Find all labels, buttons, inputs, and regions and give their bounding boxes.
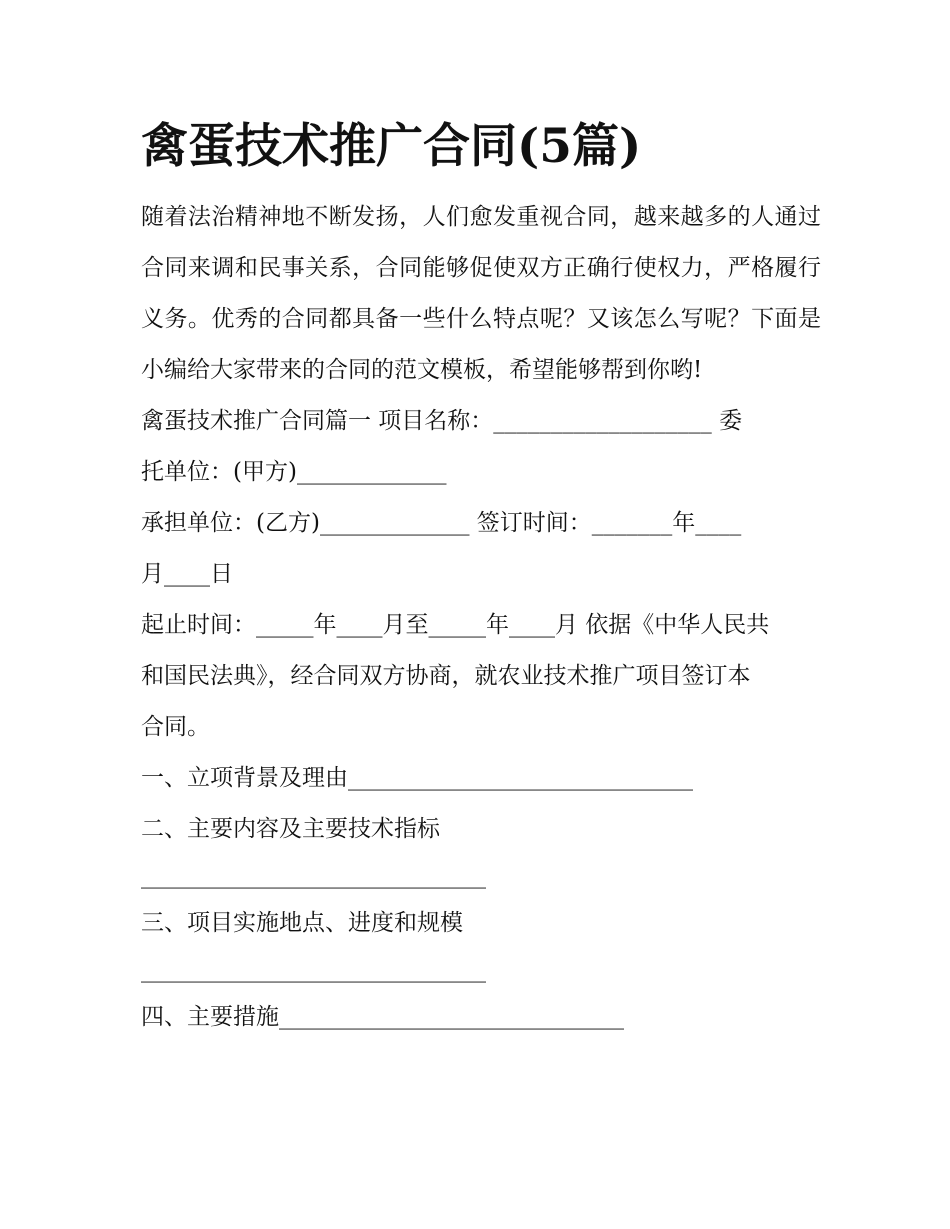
basis-line-end: 合同。: [141, 714, 210, 740]
section-2-blank: ______________________________: [141, 863, 486, 889]
section-3-blank: ______________________________: [141, 957, 486, 983]
document-title: 禽蛋技术推广合同(5篇): [141, 119, 642, 174]
intro-paragraph: 随着法治精神地不断发扬，人们愈发重视合同，越来越多的人通过合同来调和民事关系，合同能够促使双方正确行使权力，严格履行义务。优秀的合同都具备一些什么特点呢？又该怎么写呢？下面是小编给大家带来的合同的范文模板，希望能够帮到你哟!: [141, 204, 821, 383]
contractor-unit-line: 承担单位：(乙方)_____________ 签订时间：_______年____: [141, 510, 742, 536]
document-page: [141, 110, 821, 1043]
period-line: 起止时间：_____年____月至_____年____月 依据《中华人民共: [141, 612, 770, 638]
project-name-line: 禽蛋技术推广合同篇一 项目名称：___________________ 委: [141, 408, 743, 434]
client-unit-line: 托单位：(甲方)_____________: [141, 459, 447, 485]
section-4-heading: 四、主要措施______________________________: [141, 1004, 624, 1030]
section-2-heading: 二、主要内容及主要技术指标: [141, 816, 440, 842]
basis-line: 和国民法典》，经合同双方协商，就农业技术推广项目签订本: [141, 663, 751, 689]
section-3-heading: 三、项目实施地点、进度和规模: [141, 910, 463, 936]
section-1-heading: 一、立项背景及理由______________________________: [141, 765, 693, 791]
sign-date-line: 月____日: [141, 561, 233, 587]
